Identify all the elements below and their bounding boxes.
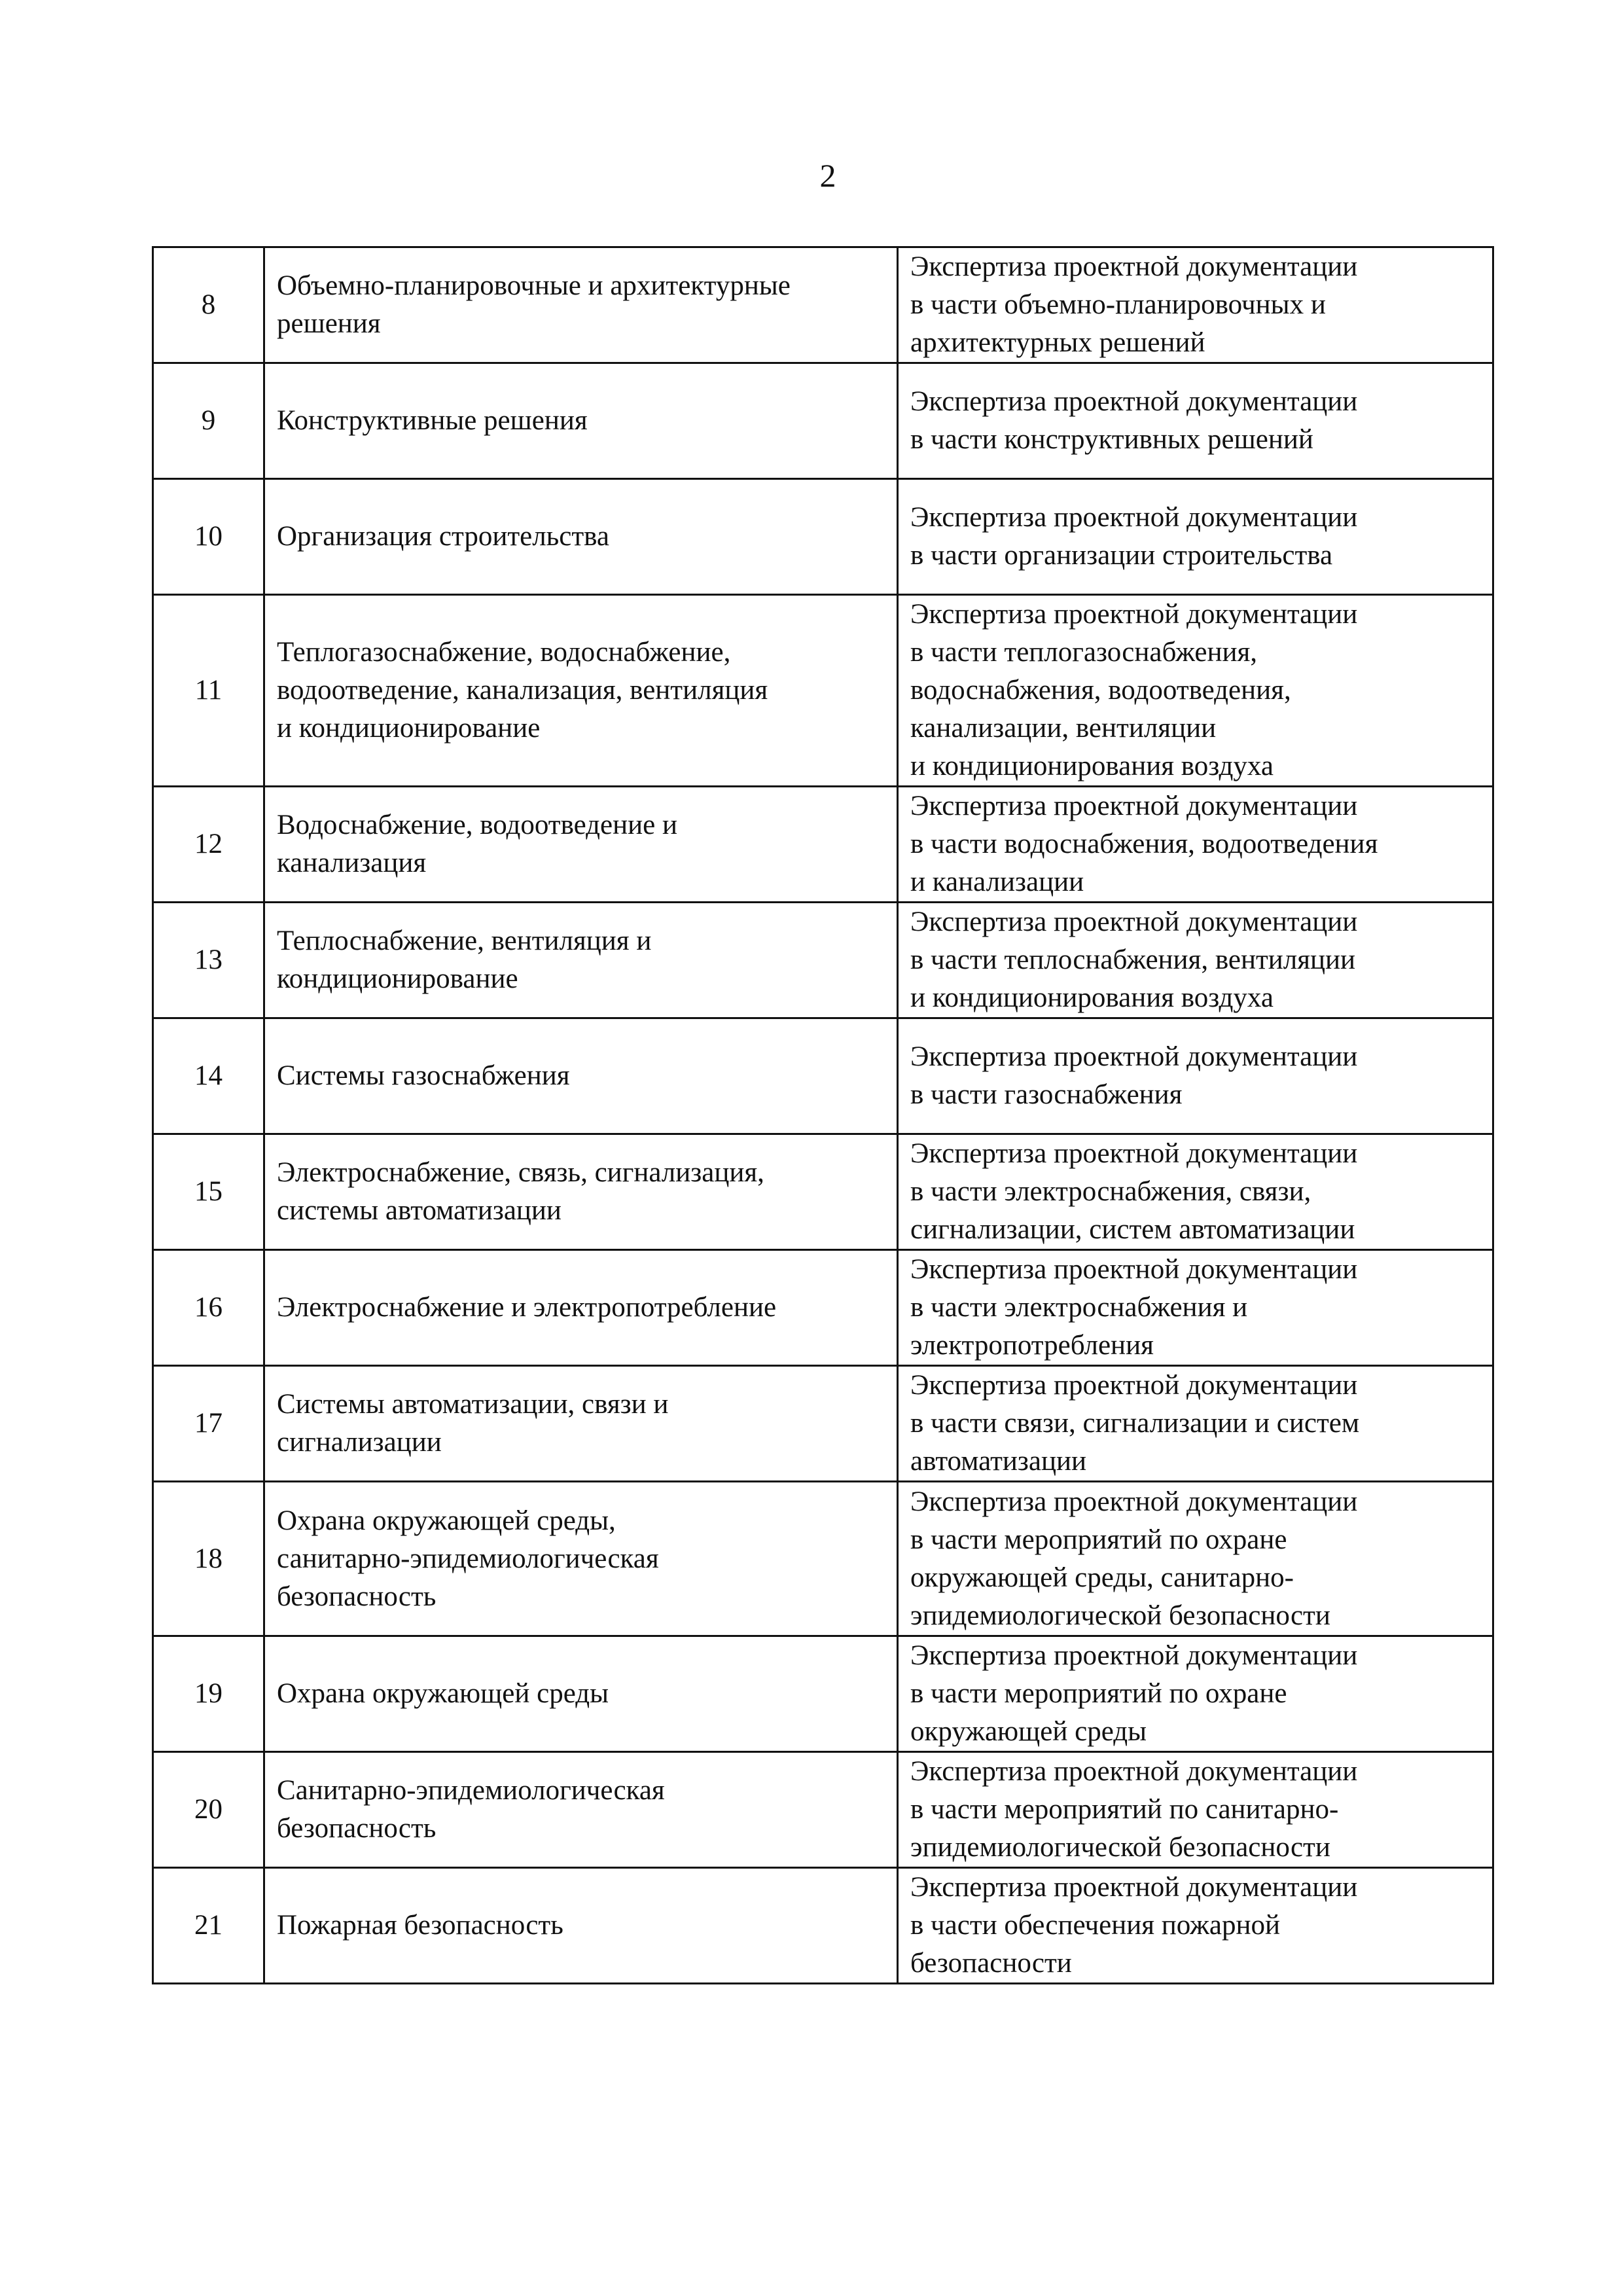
table-row [153,903,1493,1018]
table-row [153,247,1493,363]
row-number [153,1482,264,1636]
section-name-cell [264,903,898,1018]
table-row [153,1018,1493,1134]
section-name: Теплогазоснабжение, водоснабжение, водоотведение, канализация, вентиляция и кондиционирование [277,637,768,744]
section-name: Системы газоснабжения [277,1060,570,1091]
row-number-text: 8 [201,289,216,320]
expertise-scope: Экспертиза проектной документации в части обеспечения пожарной безопасности [910,1872,1358,1979]
section-name-cell [264,1752,898,1868]
section-name-cell [264,1018,898,1134]
expertise-scope-cell [898,247,1493,363]
row-number [153,1134,264,1250]
row-number [153,787,264,903]
row-number [153,363,264,479]
table-row [153,1134,1493,1250]
expertise-scope-cell [898,1752,1493,1868]
expertise-scope-cell [898,479,1493,595]
section-name: Системы автоматизации, связи и сигнализации [277,1389,669,1458]
table-row [153,363,1493,479]
row-number [153,247,264,363]
expertise-scope: Экспертиза проектной документации в части мероприятий по охране окружающей среды [910,1640,1358,1747]
expertise-scope: Экспертиза проектной документации в части мероприятий по охране окружающей среды, санитарно- эпидемиологической безопасности [910,1486,1358,1631]
section-name: Теплоснабжение, вентиляция и кондиционирование [277,925,652,994]
section-name-cell [264,1636,898,1752]
section-name: Конструктивные решения [277,405,588,436]
row-number-text: 21 [194,1910,223,1941]
section-name-cell [264,1250,898,1366]
expertise-scope: Экспертиза проектной документации в части конструктивных решений [910,386,1358,455]
expertise-scope-cell [898,1250,1493,1366]
expertise-scope: Экспертиза проектной документации в части электроснабжения, связи, сигнализации, систем автоматизации [910,1138,1358,1245]
section-name: Водоснабжение, водоотведение и канализация [277,810,677,878]
section-name-cell [264,247,898,363]
row-number [153,1752,264,1868]
section-name: Электроснабжение и электропотребление [277,1292,777,1323]
row-number-text: 16 [194,1292,223,1323]
table-row [153,479,1493,595]
row-number-text: 14 [194,1060,223,1091]
row-number-text: 17 [194,1408,223,1439]
expertise-scope-cell [898,1636,1493,1752]
expertise-scope: Экспертиза проектной документации в части водоснабжения, водоотведения и канализации [910,791,1378,897]
section-name: Организация строительства [277,521,609,552]
table-body [153,247,1493,1984]
table-row [153,1868,1493,1984]
section-name: Пожарная безопасность [277,1910,563,1941]
row-number-text: 12 [194,829,223,859]
table-row [153,1752,1493,1868]
section-name: Санитарно-эпидемиологическая безопасность [277,1775,665,1844]
expertise-scope: Экспертиза проектной документации в части газоснабжения [910,1041,1358,1110]
expertise-scope: Экспертиза проектной документации в части электроснабжения и электропотребления [910,1254,1358,1361]
table-row [153,1636,1493,1752]
section-name-cell [264,479,898,595]
section-name: Охрана окружающей среды, санитарно-эпидемиологическая безопасность [277,1505,659,1612]
section-name: Электроснабжение, связь, сигнализация, системы автоматизации [277,1157,764,1226]
row-number [153,1636,264,1752]
table-row [153,1250,1493,1366]
expertise-scope-cell [898,787,1493,903]
row-number-text: 18 [194,1543,223,1574]
section-name-cell [264,1134,898,1250]
row-number [153,595,264,787]
row-number-text: 9 [201,405,216,436]
section-name-cell [264,363,898,479]
section-name-cell [264,1366,898,1482]
expertise-scope-cell [898,1868,1493,1984]
expertise-scope-cell [898,363,1493,479]
expertise-scope: Экспертиза проектной документации в части организации строительства [910,502,1358,571]
row-number [153,1366,264,1482]
expertise-scope-cell [898,1134,1493,1250]
expertise-scope: Экспертиза проектной документации в части теплогазоснабжения, водоснабжения, водоотведения, канализации, вентиляции и кондиционирования воздуха [910,599,1358,781]
section-name-cell [264,787,898,903]
expertise-scope-cell [898,1366,1493,1482]
expertise-table [152,246,1494,1984]
expertise-scope-cell [898,595,1493,787]
row-number-text: 19 [194,1678,223,1709]
section-name: Охрана окружающей среды [277,1678,609,1709]
section-name: Объемно-планировочные и архитектурные решения [277,270,791,339]
section-name-cell [264,1868,898,1984]
row-number-text: 15 [194,1176,223,1207]
section-name-cell [264,1482,898,1636]
row-number [153,1868,264,1984]
expertise-scope: Экспертиза проектной документации в части теплоснабжения, вентиляции и кондиционирования воздуха [910,906,1358,1013]
expertise-scope-cell [898,1482,1493,1636]
expertise-scope: Экспертиза проектной документации в части объемно-планировочных и архитектурных решений [910,251,1358,358]
table-row [153,1366,1493,1482]
row-number [153,479,264,595]
row-number-text: 11 [194,675,223,706]
table-row [153,1482,1493,1636]
row-number-text: 20 [194,1794,223,1825]
table-row [153,787,1493,903]
expertise-scope-cell [898,1018,1493,1134]
row-number [153,1018,264,1134]
expertise-scope: Экспертиза проектной документации в части связи, сигнализации и систем автоматизации [910,1370,1360,1477]
row-number [153,1250,264,1366]
table-row [153,595,1493,787]
row-number [153,903,264,1018]
row-number-text: 13 [194,944,223,975]
section-name-cell [264,595,898,787]
row-number-text: 10 [194,521,223,552]
expertise-scope: Экспертиза проектной документации в части мероприятий по санитарно- эпидемиологической безопасности [910,1756,1358,1863]
page-number: 2 [819,157,836,194]
expertise-scope-cell [898,903,1493,1018]
